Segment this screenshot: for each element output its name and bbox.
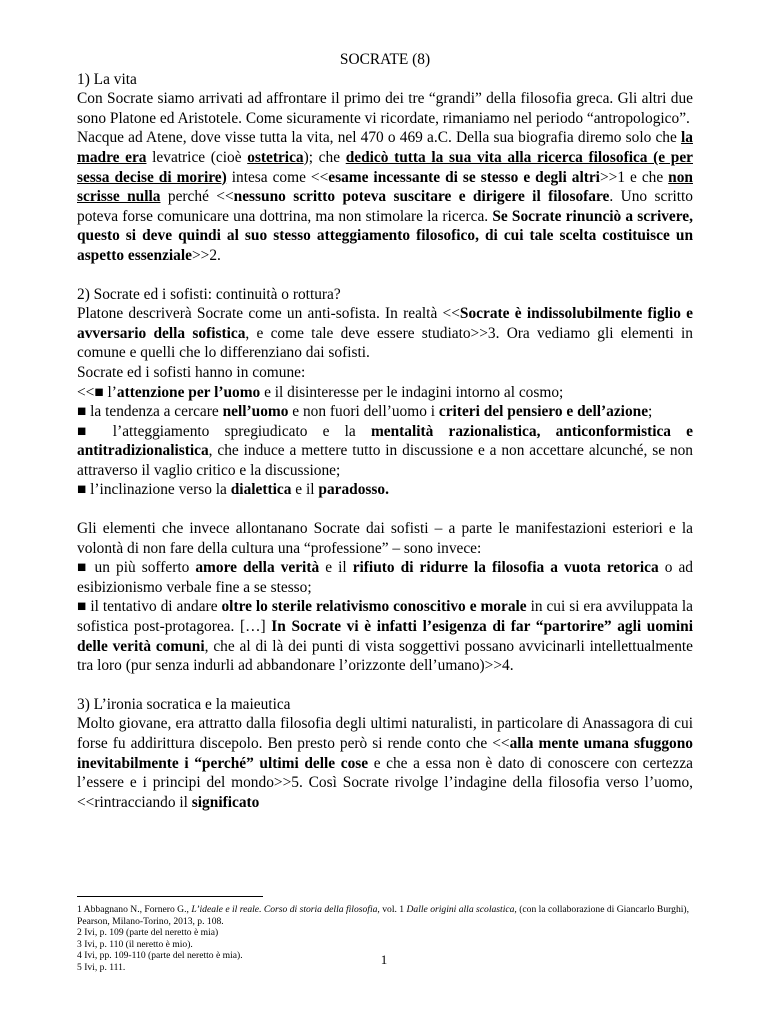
- paragraph-naturalisti: Molto giovane, era attratto dalla filosofia degli ultimi naturalisti, in particolare di Anassagora di cui forse fu addirittura discepolo. Ben presto però si rende conto che <<alla mente umana sfuggono inevitabilmente i “perché” ultimi delle cose e che a essa non è dato di conoscere con certezza l’essere e i principi del mondo>>5. Così Socrate rivolge l’indagine della filosofia verso l’uomo, <<rintracciando il significato: [77, 715, 693, 811]
- bullet-item: ■ il tentativo di andare oltre lo sterile relativismo conoscitivo e morale in cui si era avviluppata la sofistica post-protagorea. […] In Socrate vi è infatti l’esigenza di far “partorire” agli uomini delle verità comuni, che al di là dei punti di vista soggettivi possano avvicinarli intellettualmente tra loro (pur senza indurli ad abbandonare l’orizzonte dell’umano)>>4.: [77, 598, 693, 675]
- page-title: SOCRATE (8): [339, 51, 431, 68]
- section-heading-la-vita: 1) La vita: [77, 70, 137, 88]
- paragraph-differenze: Gli elementi che invece allontanano Socrate dai sofisti – a parte le manifestazioni esteriori e la volontà di non fare della cultura una “professione” – sono invece:: [77, 520, 693, 557]
- bullet-item: ■ l’atteggiamento spregiudicato e la mentalità razionalistica, anticonformistica e antitradizionalistica, che induce a mettere tutto in discussione e a non accettare alcunché, se non attraverso il vaglio critico e la discussione;: [77, 422, 694, 479]
- paragraph-biography: Nacque ad Atene, dove visse tutta la vita, nel 470 o 469 a.C. Della sua biografia diremo solo che la madre era levatrice (cioè ostetrica); che dedicò tutta la sua vita alla ricerca filosofica (e per sessa decise di morire) intesa come <<esame incessante di se stesso e degli altri>>1 e che non scrisse nulla perché <<nessuno scritto poteva suscitare e dirigere il filosofare. Uno scritto poteva forse comunicare una dottrina, ma non stimolare la ricerca. Se Socrate rinunciò a scrivere, questo si deve quindi al suo stesso atteggiamento filosofico, di cui tale scelta costituisce un aspetto essenziale>>2.: [77, 129, 693, 264]
- footnote-4: 4 Ivi, pp. 109-110 (parte del neretto è mia).: [77, 950, 243, 962]
- footnote-3: 3 Ivi, p. 110 (il neretto è mio).: [77, 938, 193, 950]
- spacer: [77, 500, 693, 519]
- spacer: [77, 676, 693, 695]
- paragraph-in-comune: Socrate ed i sofisti hanno in comune:: [77, 363, 306, 381]
- bullet-item: ■ un più sofferto amore della verità e il rifiuto di ridurre la filosofia a vuota retorica o ad esibizionismo verbale fine a se stesso;: [77, 559, 693, 596]
- footnote-1: 1 Abbagnano N., Fornero G., L’ideale e il reale. Corso di storia della filosofia, vol. 1 Dalle origini alla scolastica, (con la collaborazione di Giancarlo Burghi), Pearson, Milano-Torino, 2013, p. 108.: [77, 904, 690, 927]
- footnote-2: 2 Ivi, p. 109 (parte del neretto è mia): [77, 927, 219, 939]
- page-number: 1: [380, 952, 388, 967]
- section-heading-sofisti: 2) Socrate ed i sofisti: continuità o rottura?: [77, 285, 341, 303]
- bullet-item: ■ la tendenza a cercare nell’uomo e non fuori dell’uomo i criteri del pensiero e dell’azione;: [77, 403, 653, 421]
- bullet-item: ■ l’inclinazione verso la dialettica e il paradosso.: [77, 481, 389, 499]
- section-heading-ironia: 3) L’ironia socratica e la maieutica: [77, 695, 291, 713]
- spacer: [77, 266, 693, 285]
- footnote-separator: [77, 896, 263, 897]
- paragraph-intro: Con Socrate siamo arrivati ad affrontare il primo dei tre “grandi” della filosofia greca. Gli altri due sono Platone ed Aristotele. Come sicuramente vi ricordate, rimaniamo nel periodo “antropologico”.: [77, 90, 693, 127]
- page-body: [77, 50, 693, 812]
- footnote-5: 5 Ivi, p. 111.: [77, 961, 126, 973]
- bullet-item: <<■ l’attenzione per l’uomo e il disinteresse per le indagini intorno al cosmo;: [77, 383, 564, 401]
- paragraph-anti-sofista: Platone descriverà Socrate come un anti-sofista. In realtà <<Socrate è indissolubilmente figlio e avversario della sofistica, e come tale deve essere studiato>>3. Ora vediamo gli elementi in comune e quelli che lo differenziano dai sofisti.: [77, 305, 693, 362]
